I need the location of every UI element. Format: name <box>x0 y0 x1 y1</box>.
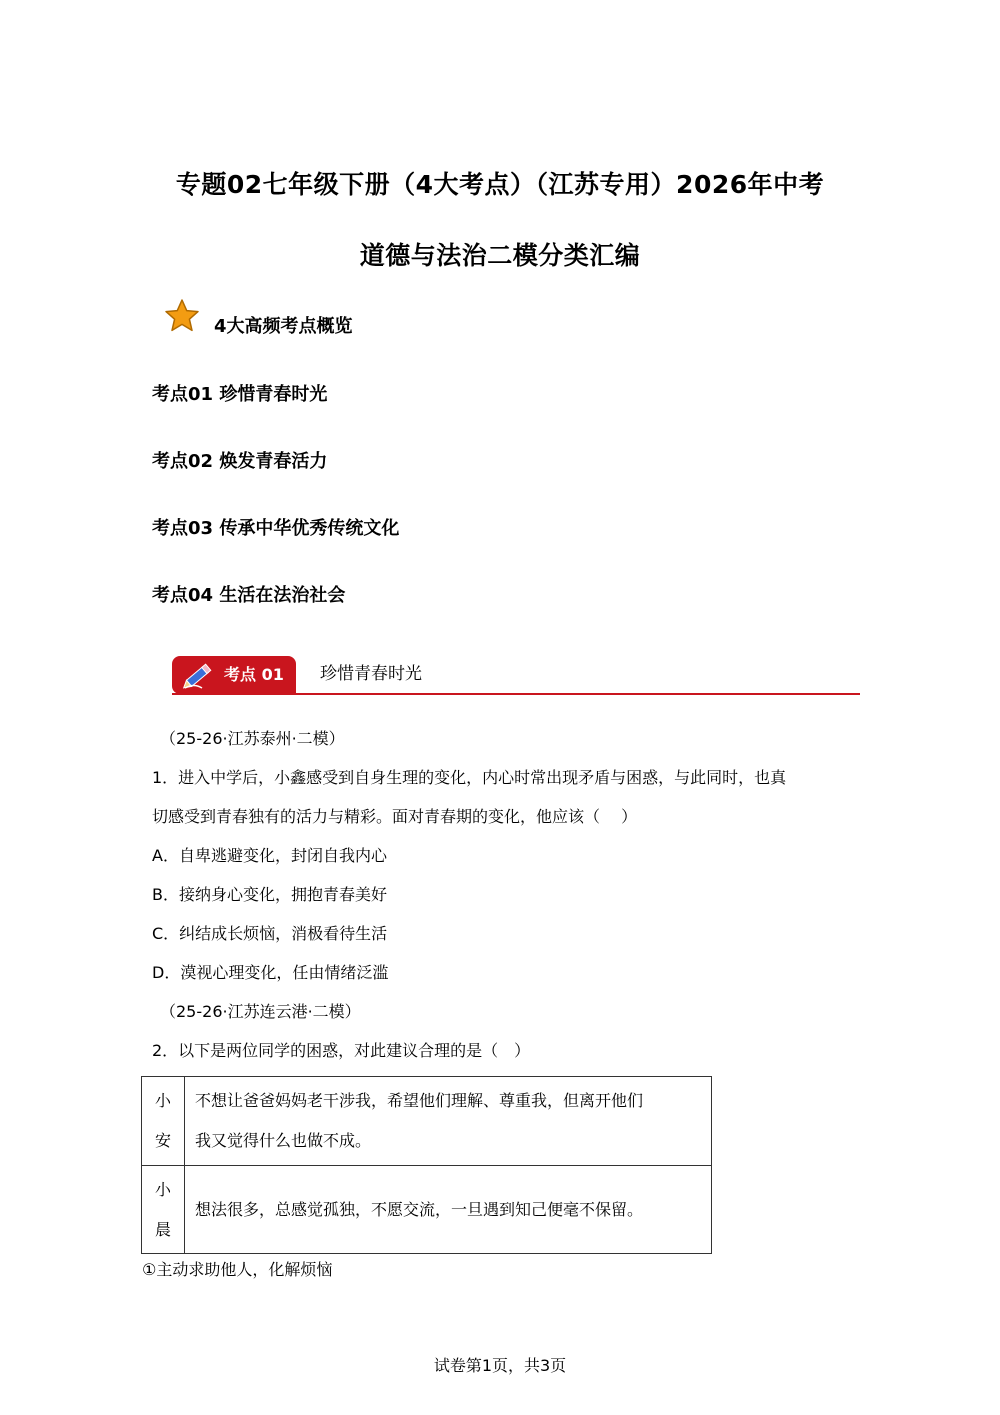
student-name-cell <box>142 1077 185 1166</box>
section-divider <box>172 693 860 695</box>
student-name-char: 晨 <box>154 1219 171 1239</box>
student-concern-line: 我又觉得什么也做不成。 <box>195 1131 372 1150</box>
table-row <box>142 1166 712 1254</box>
student-name-char: 安 <box>154 1131 171 1150</box>
question-2-source: （25-26·江苏连云港·二模） <box>160 1002 361 1021</box>
question-2-stem: 2．以下是两位同学的困惑，对此建议合理的是（ ） <box>152 1041 531 1060</box>
student-concern-line: 不想让爸爸妈妈老干涉我，希望他们理解、尊重我，但离开他们 <box>195 1091 644 1110</box>
page-footer: 试卷第1页，共3页 <box>433 1356 567 1375</box>
overview-point-2: 考点02 焕发青春活力 <box>152 451 328 472</box>
question-1-option-b: B．接纳身心变化，拥抱青春美好 <box>152 885 387 904</box>
question-1-option-c: C．纠结成长烦恼，消极看待生活 <box>152 924 388 943</box>
pencil-icon <box>182 659 216 691</box>
question-1-option-a: A．自卑逃避变化，封闭自我内心 <box>152 846 387 865</box>
overview-point-3: 考点03 传承中华优秀传统文化 <box>152 518 400 539</box>
question-1-stem-line-1: 1．进入中学后，小鑫感受到自身生理的变化，内心时常出现矛盾与困惑，与此同时，也真 <box>152 768 787 787</box>
overview-heading: 4大高频考点概览 <box>214 316 353 337</box>
table-row <box>142 1077 712 1166</box>
document-title-line-2: 道德与法治二模分类汇编 <box>359 241 641 270</box>
overview-point-1: 考点01 珍惜青春时光 <box>152 384 328 405</box>
section-title: 珍惜青春时光 <box>320 664 422 684</box>
overview-point-4: 考点04 生活在法治社会 <box>152 585 346 606</box>
question-1-source: （25-26·江苏泰州·二模） <box>160 729 345 748</box>
student-concern-cell <box>185 1166 712 1254</box>
document-title-line-1: 专题02七年级下册（4大考点）（江苏专用）2026年中考 <box>175 170 825 199</box>
question-2-table <box>141 1076 712 1254</box>
student-concern-cell <box>185 1077 712 1166</box>
question-2-suggestion-1: ①主动求助他人，化解烦恼 <box>142 1260 333 1279</box>
student-name-cell <box>142 1166 185 1254</box>
section-badge-label: 考点 01 <box>224 665 284 684</box>
student-name-char: 小 <box>154 1091 171 1110</box>
student-concern-line: 想法很多，总感觉孤独，不愿交流，一旦遇到知己便毫不保留。 <box>195 1199 644 1219</box>
student-name-char: 小 <box>154 1179 171 1199</box>
question-1-option-d: D．漠视心理变化，任由情绪泛滥 <box>152 963 389 982</box>
question-1-stem-line-2: 切感受到青春独有的活力与精彩。面对青春期的变化，他应该（ ） <box>152 807 638 826</box>
star-icon <box>164 298 200 334</box>
